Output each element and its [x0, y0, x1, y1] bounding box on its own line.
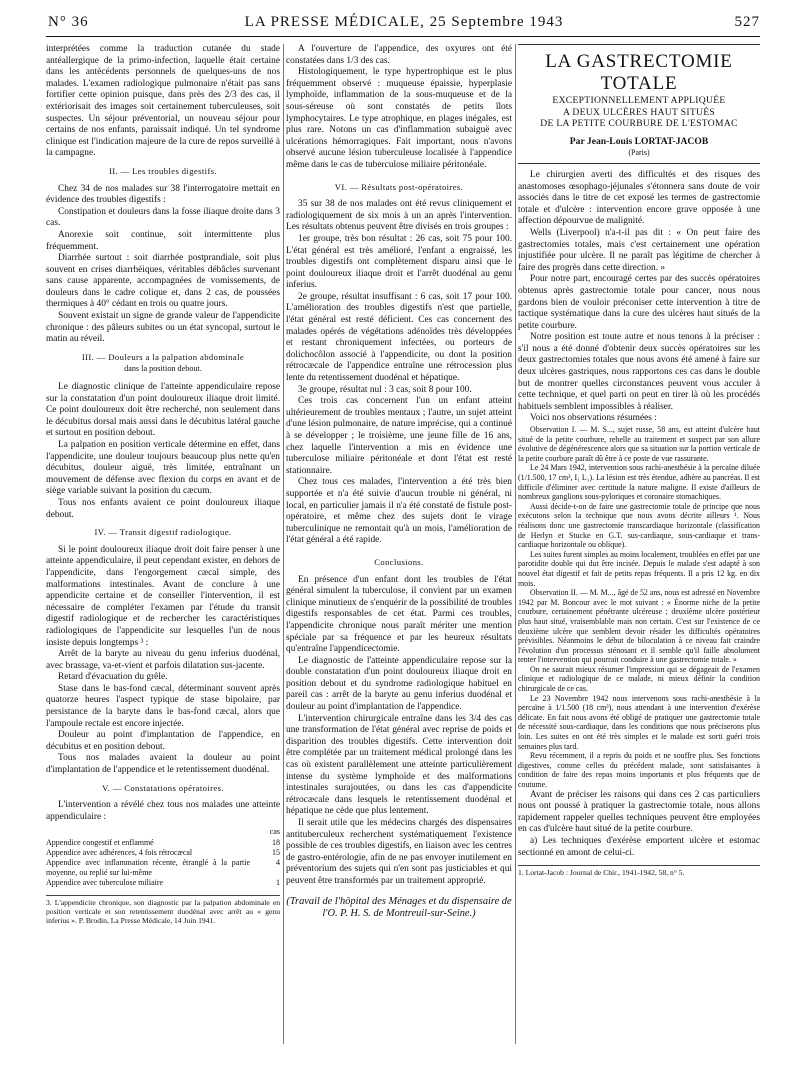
observation: Le 23 Novembre 1942 nous intervenons sous rachi-anesthésie à la percaïne à 1/1.500 (18 cm³), nous attendant à une intervention d'exérèse délicate. En fait nous avons été obligé de pratiquer une gastrectomie totale de nécessité sous-cardiaque, dans les conditions que nous préciserons plus loin. Les suites en ont été très simples et le malade est sorti guéri trois semaines plus tard. [518, 693, 760, 751]
paragraph: Douleur au point d'implantation de l'appendice, en décubitus et en position debout. [46, 730, 280, 752]
paragraph: Pour notre part, encouragé certes par des succès opératoires obtenus après gastrectomie totale pour cancer, nous nous gardons bien de vouloir préconiser cette intervention à titre de tactique systématique dans la cure des ulcères haut situés de la petite courbure. [518, 274, 760, 331]
paragraph: Notre position est toute autre et nous tenons à la préciser : s'il nous a été donné d'obtenir deux succès opératoires sur les deux gastrectomies totales que nous avons été amené à faire sur deux ulcères gastriques, nous rapportons ces cas dans le double but de montrer quelles circonstances peuvent vous acculer à cette technique, et quel parti on peut en tirer là où les procédés habituels semblent impossibles à réaliser. [518, 332, 760, 412]
section-heading: IV. — Transit digestif radiologique. [94, 527, 232, 538]
paragraph: L'intervention chirurgicale entraîne dans les 3/4 des cas une transformation de l'état général avec reprise de poids et disparition des troubles digestifs. Cette intervention doit être complétée par un traitement médical prolongé dans les cas où existent parallèlement une atteinte particulièrement intense du système lymphoïde et des malformations intestinales surajoutées, ou dans les cas d'appendicite rétrocæcale dans lesquels le retentissement duodénal et hépatique ne cède que plus lentement. [286, 713, 512, 817]
footnote: 3. L'appendicite chronique, son diagnostic par la palpation abdominale en position verticale et son retentissement duodénal avec arrêt au « genu inferius ». P. Brodin, La Presse Médicale, 14 Juin 1941. [46, 895, 280, 926]
section-heading: II. — Les troubles digestifs. [108, 165, 218, 176]
paragraph: Le diagnostic clinique de l'atteinte appendiculaire repose sur la constatation d'un point douloureux iliaque droit limité. Ce point douloureux doit être recherché, non seulement dans le décubitus dorsal mais aussi dans le décubitus latéral gauche et surtout en position debout. [46, 382, 280, 439]
paragraph: Arrêt de la baryte au niveau du genu inferius duodénal, avec brassage, va-et-vient et parfois dilatation sus-jacente. [46, 649, 280, 671]
paragraph: 3e groupe, résultat nul : 3 cas, soit 8 pour 100. [298, 384, 472, 395]
observation: Observation I. — M. S..., sujet russe, 58 ans, est atteint d'ulcère haut situé de la petite courbure, rebelle au traitement et suspect par son allure évolutive de dégénérescence alors que sa situation sur la portion verticale de la petite courbure paraît dû être à ce poste de vue rassurante. [518, 425, 760, 463]
journal-title: LA PRESSE MÉDICALE, 25 Septembre 1943 [244, 14, 564, 30]
article-rule [518, 163, 760, 164]
section-heading: III. — Douleurs a la palpation abdominale [81, 351, 245, 362]
section-heading: Conclusions. [374, 556, 424, 567]
paragraph: Le chirurgien averti des difficultés et des risques des anastomoses œsophago-jéjunales s'étonnera sans doute de voir associés dans le titre de cet exposé les termes de gastrectomie totale et d'ulcère : intervention encore grave opposée à une affection dépourvue de malignité. [518, 169, 760, 227]
paragraph: 35 sur 38 de nos malades ont été revus cliniquement et radiologiquement de six mois à un an après l'intervention. Les résultats obtenus peuvent être divisés en trois groupes : [286, 199, 512, 233]
observation: Aussi décide-t-on de faire une gastrectomie totale de principe que nous exécutons selon la technique que nous avons décrite ailleurs ¹. Nous réalisons donc une gastrectomie transcardiaque horizontale (classification de Herlyn et Stucke en G.T. sus-cardiaque, sous-cardiaque et trans-cardiaque horizontale ou oblique). [518, 501, 760, 550]
table-row: Appendice avec adhérences, 4 fois rétrocæcal 15 [46, 847, 280, 857]
observation: On ne saurait mieux résumer l'impression qui se dégageait de l'examen clinique et radiologique de ce malade, ni mieux définir la condition chirurgicale de ce cas. [518, 664, 760, 694]
observation: Observation II. — M. M..., âgé de 52 ans, nous est adressé en Novembre 1942 par M. Boncour avec le mot suivant : « Énorme niche de la petite courbure, certainement pénétrante ulcéreuse ; deuxième ulcère postérieur plus haut situé, vraisemblable mais non certain. C'est sur l'existence de ce deuxième ulcère que semblent devoir résider les difficultés opératoires prévisibles. Néanmoins le début de biloculation à ce niveau fait craindre l'évolution d'un processus sténosant et il semble qu'il faille absolument tenter l'intervention qui pourrait conduire à une gastrectomie totale. » [518, 588, 760, 665]
table-header: cas [269, 827, 280, 837]
column-3 [518, 44, 760, 1074]
author-place: (Paris) [628, 148, 650, 158]
paragraph: Le diagnostic de l'atteinte appendiculaire repose sur la double constatation d'un point douloureux iliaque droit en position debout et du syndrome radiologique habituel en pareil cas : arrêt de la baryte au genu inferius duodénal et douleur au point d'implantation de l'appendice. [286, 655, 512, 713]
paragraph: Voici nos observations résumées : [530, 413, 657, 424]
paragraph: Ces trois cas concernent l'un un enfant atteint ultérieurement de troubles mentaux ; l'autre, un sujet atteint d'une lésion pulmonaire, de nature imprécise, qui a continué à se développer ; le troisième, une jeune fille de 16 ans, chez laquelle l'intervention a mis en évidence une tuberculose miliaire péritonéale et dont l'état est resté stationnaire. [286, 396, 512, 476]
table-row: Appendice avec inflammation récente, étranglé à la partie moyenne, ou replié sur lui-même 4 [46, 858, 280, 878]
observation: Les suites furent simples au moins localement, troublées en effet par une parotidite double qui dut être incisée. Depuis le malade s'est adapté à son nouvel état digestif et fait de petits repas fréquents. Il a pris 12 kg. en dix mois. [518, 549, 760, 588]
paragraph: Histologiquement, le type hypertrophique est le plus fréquemment observé : muqueuse épaissie, hyperplasie lymphoïde, inflammation de la sous-muqueuse et de la sous-séreuse où sont constatés de petits îlots lymphocytaires. Le type atrophique, en plages inégales, est plus rare. Notons un cas d'inflammation subaiguë avec ulcérations hémorragiques. Fait important, nous n'avons observé aucune lésion tuberculeuse localisée à l'appendice même dans le cas de tuberculose miliaire péritonéale. [286, 67, 512, 170]
paragraph: Tous nos malades avaient la douleur au point d'implantation de l'appendice et le retentissement duodénal. [46, 753, 280, 776]
section-heading: VI. — Résultats post-opératoires. [334, 181, 464, 192]
article-subtitle: DE LA PETITE COURBURE DE L'ESTOMAC [540, 118, 738, 130]
article-rule [518, 44, 760, 45]
column-2 [286, 44, 512, 1074]
paragraph: Avant de préciser les raisons qui dans ces 2 cas particuliers nous ont poussé à pratiquer la gastrectomie totale, nous allons rapidement rappeler quelles techniques peuvent être employées en cas d'ulcère haut situé de la petite courbure. [518, 789, 760, 835]
article-subtitle: A DEUX ULCÈRES HAUT SITUÉS [562, 106, 716, 118]
section-heading: V. — Constatations opératoires. [102, 782, 224, 793]
paragraph: Wells (Liverpool) n'a-t-il pas dit : « On peut faire des gastrectomies totales, mais c'est certainement une opération injustifiée pour ulcère. Il ne paraît pas légitime de chercher à faire des progrès dans cette direction. » [518, 227, 760, 273]
issue-number: N° 36 [48, 14, 89, 30]
article-title: LA GASTRECTOMIE TOTALE [545, 51, 733, 94]
paragraph: Constipation et douleurs dans la fosse iliaque droite dans 3 cas. [46, 206, 280, 229]
paragraph: A l'ouverture de l'appendice, des oxyures ont été constatées dans 1/3 des cas. [286, 44, 512, 66]
page-header [48, 14, 760, 36]
paragraph: En présence d'un enfant dont les troubles de l'état général simulent la tuberculose, il convient par un examen clinique minutieux de s'enquérir de la possibilité de troubles digestifs responsables de cet état. Parmi ces troubles, l'appendicite chronique nous paraît mériter une mention spéciale par sa fréquence et par les heureux résultats qu'entraîne l'appendicectomie. [286, 574, 512, 655]
paragraph: Si le point douloureux iliaque droit doit faire penser à une atteinte appendiculaire, il peut cependant exister, en dehors de l'appendicite, dans l'engorgement cæcal simple, des malformations intestinales. Avant de conclure à une appendicite certaine et de conseiller l'intervention, il est nécessaire de compléter l'examen par l'étude du transit digestif radiologique et de rechercher les caractéristiques radiologiques de l'appendicite sur lesquelles l'un de nous insiste depuis longtemps ³ : [46, 544, 280, 648]
footnote: 1. Lortat-Jacob : Journal de Chir., 1941-1942, 58, n° 5. [518, 865, 760, 877]
paragraph: Anorexie soit continue, soit intermittente plus fréquemment. [46, 229, 280, 252]
paragraph: 1er groupe, très bon résultat : 26 cas, soit 75 pour 100. L'état général est très amélioré, l'enfant a engraissé, les troubles digestifs ont complètement disparu ainsi que le point douloureux iliaque droit et l'arrêt duodénal au genu inferius. [286, 233, 512, 291]
paragraph: a) Les techniques d'exérèse emportent ulcère et estomac sectionné en amont de celui-ci. [518, 835, 760, 858]
header-rule [46, 36, 760, 37]
table-row: Appendice congestif et enflammé 18 [46, 837, 280, 847]
paragraph: Souvent existait un signe de grande valeur de l'appendicite chronique : des pâleurs subites ou un état syncopal, surtout le matin au réveil. [46, 311, 280, 345]
author: Par Jean-Louis LORTAT-JACOB [569, 135, 709, 147]
paragraph: L'intervention a révélé chez tous nos malades une atteinte appendiculaire : [46, 800, 280, 822]
findings-table [46, 827, 280, 888]
paragraph: Diarrhée surtout : soit diarrhée postprandiale, soit plus souvent en crises diarrhéiques, véritables débâcles survenant sans cause apparente, accompagnées de vomissements, de douleurs dans le cadre colique et, dans 2 cas, de poussées thermiques à 40° cédant en trois ou quatre jours. [46, 253, 280, 310]
paragraph: interprétées comme la traduction cutanée du stade antéallergique de la primo-infection, laquelle était certaine dans les antécédents personnels de quelques-uns de nos malades. L'examen radiologique pulmonaire n'était pas sans fortifier cette opinion puisque, dans près des 2/3 des cas, il extériorisait des images soit certainement tuberculeuses, soit suspectes. Un séjour préventorial, un nouveau séjour pour certains de nos enfants, paraissait indiqué. Un tel syndrome clinique est l'indication majeure de la cure de repos surveillé à la campagne. [46, 44, 280, 159]
column-1 [46, 44, 280, 1074]
paragraph: Chez tous ces malades, l'intervention a été très bien supportée et n'a été suivie d'aucun trouble ni général, ni local, en particulier jamais il n'a été constaté de fistule post-opératoire, et même chez des sujets dont le virage tuberculinique ne remontait qu'à un mois, l'amélioration de l'état général a été rapide. [286, 477, 512, 546]
observation: Revu récemment, il a repris du poids et ne souffre plus. Ses fonctions digestives, comme celles du précédent malade, sont satisfaisantes à condition de faire des repas moins importants et plus fréquents que de coutume. [518, 751, 760, 789]
paragraph: La palpation en position verticale détermine en effet, dans l'appendicite, une douleur toujours beaucoup plus nette qu'en décubitus, douleur aiguë, très limitée, entraînant un mouvement de défense avec flexion du corps en avant et de siège variable suivant la position du cæcum. [46, 440, 280, 497]
paragraph: Il serait utile que les médecins chargés des dispensaires antituberculeux recherchent systématiquement l'existence possible de ces troubles digestifs, en liaison avec les centres de gastro-entérologie, afin de ne pas envoyer inutilement en préventorium des sujets qui n'en sont pas justiciables et qui peuvent être transformés par un traitement approprié. [286, 818, 512, 886]
column-divider [515, 44, 516, 1044]
page-number: 527 [734, 14, 760, 30]
column-divider [283, 44, 284, 1044]
paragraph: Stase dans le bas-fond cæcal, déterminant souvent après quatorze heures l'aspect typique de stase bipolaire, par persistance de la baryte dans le bas-fond cæcal, alors que l'ampoule rectale est encore injectée. [46, 683, 280, 729]
affiliation-note: (Travail de l'hôpital des Ménages et du dispensaire de l'O. P. H. S. de Montreuil-sur-Seine.) [286, 895, 512, 920]
table-row: Appendice avec tuberculose miliaire 1 [46, 878, 280, 888]
observation: Le 24 Mars 1942, intervention sous rachi-anesthésie à la percaïne diluée (1/1.500, 17 cm³, I₁ L₁). La lésion est très étendue, adhère au pancréas. Il est difficile d'éliminer avec certitude la nature maligne. Il existe d'ailleurs de nombreux ganglions sous-pyloriques et coronaire stomachiques. [518, 463, 760, 502]
paragraph: 2e groupe, résultat insuffisant : 6 cas, soit 17 pour 100. L'amélioration des troubles digestifs n'est que partielle, l'état général est resté déficient. Ces cas concernent des malades opérés de végétations adénoïdes très développées et restant chroniquement infectées, ou porteurs de dolichocôlon associé à l'appendicite, ou dont la position rétrocæcale de l'appendice entraîne une rétrocession plus lente du retentissement duodénal et hépatique. [286, 291, 512, 384]
paragraph: Retard d'évacuation du grêle. [58, 672, 168, 683]
article-subtitle: EXCEPTIONNELLEMENT APPLIQUÉE [552, 95, 726, 106]
section-heading-cont: dans la position debout. [124, 364, 202, 374]
paragraph: Chez 34 de nos malades sur 38 l'interrogatoire mettait en évidence des troubles digestifs : [46, 183, 280, 206]
paragraph: Tous nos enfants avaient ce point douloureux iliaque debout. [46, 497, 280, 520]
